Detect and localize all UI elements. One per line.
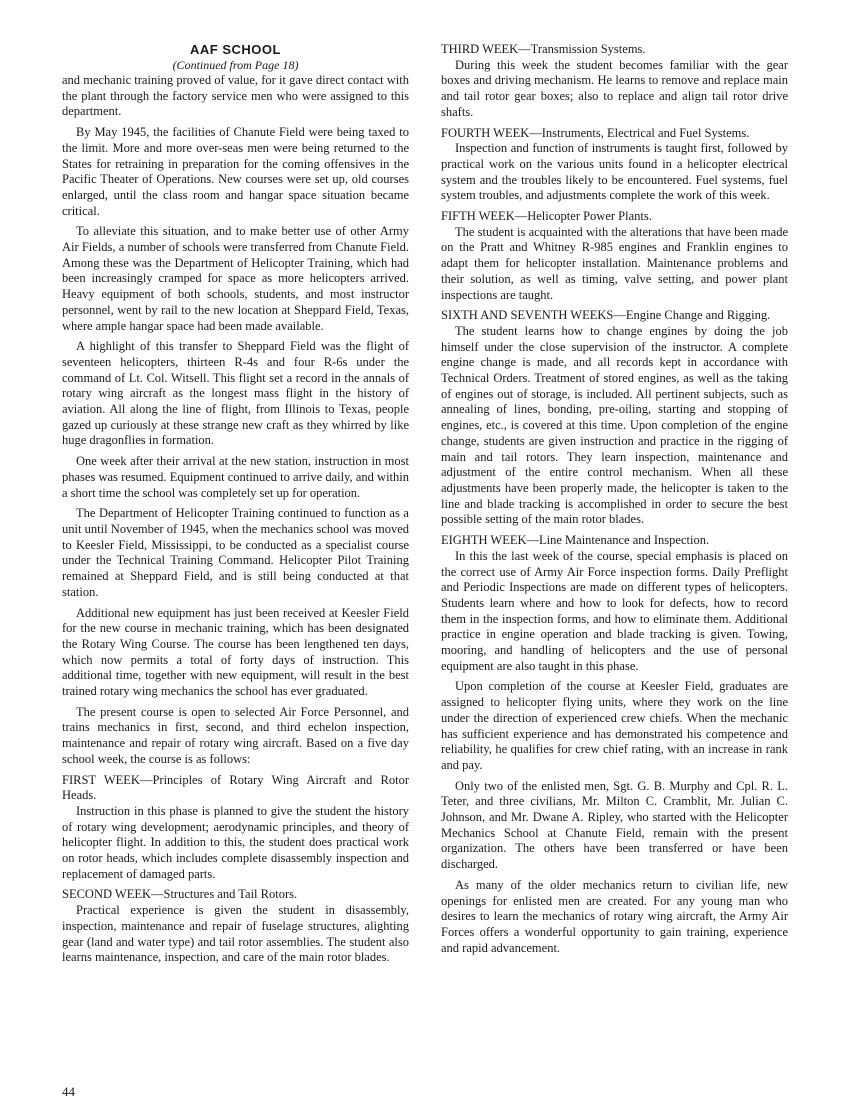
paragraph: As many of the older mechanics return to civilian life, new openings for enlisted men are created. For any young man who desires to learn the mechanics of rotary wing aircraft, the Army Air Forces offers a wonderful opportunity to gain training, experience and rapid advancement. [441, 877, 788, 955]
article-title: AAF SCHOOL [190, 42, 281, 57]
week-heading: SECOND WEEK—Structures and Tail Rotors. [62, 887, 298, 902]
paragraph: The student is acquainted with the alterations that have been made on the Pratt and Whitney R-985 engines and Franklin engines to adapt them for helicopter installation. Maintenance problems and their solution, as well as timing, valve setting, and power plant inspections are taught. [441, 224, 788, 302]
paragraph: The student learns how to change engines by doing the job himself under the close supervision of the instructor. A complete engine change is made, and all records kept in accordance with Technical Orders. Treatment of stored engines, as well as the taking of engines out of storage, is included. All pertinent subjects, such as annealing of lines, bonding, pre-oiling, starting and stopping of engines, etc., is covered at this time. Upon completion of the engine change, students are given instruction and practice in the rigging of main and tail rotors. They learn inspection, maintenance and adjustment of the entire control mechanism. When all these adjustments have been properly made, the helicopter is taken to the line and blade tracking is accomplished in order to secure the best possible setting of the main rotor blades. [441, 323, 788, 527]
week-heading: FIRST WEEK—Principles of Rotary Wing Aircraft and Rotor Heads. [62, 772, 409, 803]
paragraph: During this week the student becomes familiar with the gear boxes and driving mechanism. He learns to remove and replace main and tail rotor gear boxes; also to replace and align tail rotor drive shafts. [441, 57, 788, 119]
paragraph: Inspection and function of instruments is taught first, followed by practical work on the various units found in a helicopter electrical system and the troubles likely to be encountered. Fuel systems, fuel system troubles, and adjustments complete the work of this week. [441, 141, 788, 203]
paragraph: Only two of the enlisted men, Sgt. G. B. Murphy and Cpl. R. L. Teter, and three civilians, Mr. Milton C. Cramblit, Mr. Julian C. Johnson, and Mr. Dwane A. Ripley, who started with the Helicopter Mechanics School at Chanute Field, remain with the present organization. The others have been transferred or have been discharged. [441, 778, 788, 872]
paragraph: One week after their arrival at the new station, instruction in most phases was resumed. Equipment continued to arrive daily, and within a short time the school was completely set up for operation. [62, 454, 409, 500]
week-heading: FIFTH WEEK—Helicopter Power Plants. [441, 209, 652, 224]
paragraph: Practical experience is given the student in disassembly, inspection, maintenance and repair of fuselage structures, alighting gear (land and water type) and tail rotor assemblies. The student also learns maintenance, inspection, and care of the main rotor blades. [62, 903, 409, 965]
right-column [441, 42, 788, 961]
left-column [62, 42, 409, 971]
paragraph: Instruction in this phase is planned to give the student the history of rotary wing development; aerodynamic principles, and theory of helicopter flight. In addition to this, the student does practical work on rotor heads, which includes complete disassembly inspection and replacement of damaged parts. [62, 803, 409, 881]
week-heading: FOURTH WEEK—Instruments, Electrical and Fuel Systems. [441, 125, 750, 140]
page-number: 44 [62, 1084, 75, 1099]
paragraph: The Department of Helicopter Training continued to function as a unit until November of 1945, when the mechanics school was moved to Keesler Field, Mississippi, to be conducted as a specialist course under the Technical Training Command. Helicopter Pilot Training remained at Sheppard Field, and is still being conducted at that station. [62, 506, 409, 599]
week-heading: SIXTH AND SEVENTH WEEKS—Engine Change and Rigging. [441, 308, 771, 323]
week-heading: THIRD WEEK—Transmission Systems. [441, 42, 646, 56]
paragraph: To alleviate this situation, and to make better use of other Army Air Fields, a number of schools were transferred from Chanute Field. Among these was the Department of Helicopter Training, which had been increasingly cramped for space as more helicopters arrived. Heavy equipment of both schools, students, and most instructor personnel, went by rail to the new location at Sheppard Field, Texas, where ample hangar space had been made available. [62, 224, 409, 333]
paragraph: Additional new equipment has just been received at Keesler Field for the new course in mechanic training, which has been designated the Rotary Wing Course. The course has been lengthened ten days, which now permits a total of forty days of instruction. This additional time, together with new equipment, will result in the best trained rotary wing mechanics the school has ever graduated. [62, 605, 409, 699]
paragraph: By May 1945, the facilities of Chanute Field were being taxed to the limit. More and more over-seas men were being returned to the States for retraining in preparation for the coming offensives in the Pacific Theater of Operations. New courses were set up, old courses enlarged, until the class room and hangar space situation became critical. [62, 125, 409, 218]
paragraph: In this the last week of the course, special emphasis is placed on the correct use of Army Air Force inspection forms. Daily Preflight and Periodic Inspections are made on different types of helicopters. Students learn where and how to look for defects, how to record them in the inspection forms, and how to eliminate them. Additional practice in engine operation and blade tracking is given. Towing, mooring, and handling of helicopters and the use of personal equipment are also taught in this phase. [441, 548, 788, 673]
continued-note: (Continued from Page 18) [172, 58, 299, 72]
paragraph: A highlight of this transfer to Sheppard Field was the flight of seventeen helicopters, thirteen R-4s and four R-6s under the command of Lt. Col. Witsell. This flight set a record in the annals of rotary wing aircraft as the longest mass flight in the history of aviation. All along the line of flight, from Illinois to Texas, people gazed up curiously at these strange new craft as they whirred by like huge dragonflies in formation. [62, 339, 409, 448]
paragraph: Upon completion of the course at Keesler Field, graduates are assigned to helicopter flying units, where they work on the line under the direction of experienced crew chiefs. When the mechanic has sufficient experience and has demonstrated his competence and reliability, he qualifies for crew chief rating, with an increase in rank and pay. [441, 679, 788, 772]
paragraph: and mechanic training proved of value, for it gave direct contact with the plant through the factory service men who were assigned to this department. [62, 73, 409, 119]
paragraph: The present course is open to selected Air Force Personnel, and trains mechanics in first, second, and third echelon inspection, maintenance and repair of rotary wing aircraft. Based on a five day school week, the course is as follows: [62, 704, 409, 766]
week-heading: EIGHTH WEEK—Line Maintenance and Inspection. [441, 533, 710, 548]
